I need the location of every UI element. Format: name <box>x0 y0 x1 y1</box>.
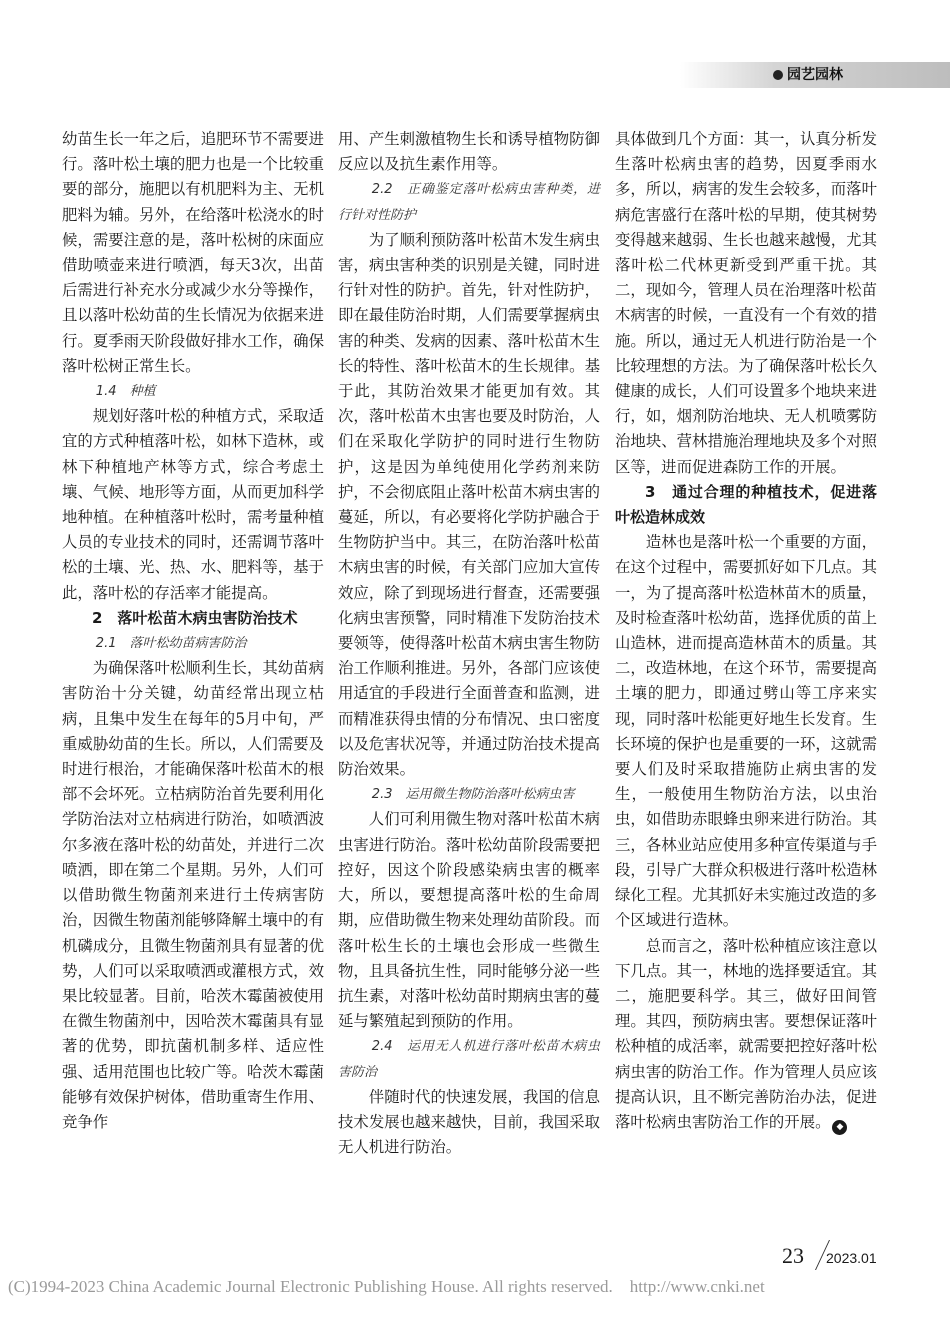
paragraph-conclusion <box>615 934 877 1136</box>
flower-icon <box>773 70 783 80</box>
subheading-2-4: 2.4 运用无人机进行落叶松苗木病虫害防治 <box>338 1039 600 1080</box>
issue-date: 2023.01 <box>826 1250 877 1266</box>
section-label: 园艺园林 <box>787 67 843 83</box>
paragraph: 为了顺利预防落叶松苗木发生病虫害，病虫害种类的识别是关键，同时进行针对性的防护。首先，针对性防护，即在最佳防治时期，人们需要掌握病虫害的种类、发病的因素、落叶松苗木生长的特性、落叶松苗木的生长规律。基于此，其防治效果才能更加有效。其次，落叶松苗木虫害也要及时防治，人们在采取化学防护的同时进行生物防护，这是因为单纯使用化学药剂来防护，不会彻底阻止落叶松苗木病虫害的蔓延，所以，有必要将化学防护融合于生物防护当中。其三，在防治落叶松苗木病虫害的时候，有关部门应加大宣传效应，除了到现场进行督查，还需要强化病虫害预警，同时精准下发防治技术要领等，使得落叶松苗木病虫害生物防治工作顺利推进。另外，各部门应该使用适宜的手段进行全面普查和监测，进而精准获得虫情的分布情况、虫口密度以及危害状况等，并通过防治技术提高防治效果。 <box>338 230 600 779</box>
section-heading-2: 2 落叶松苗木病虫害防治技术 <box>92 608 298 627</box>
conclusion-text: 总而言之，落叶松种植应该注意以下几点。其一，林地的选择要适宜。其二，施肥要科学。其三，做好田间管理。其四，预防病虫害。要想保证落叶松种植的成活率，就需要把控好落叶松病虫害的防治工作。作为管理人员应该提高认识，且不断完善防治办法，促进落叶松病虫害防治工作的开展。 <box>615 936 877 1131</box>
column-1 <box>62 127 324 1135</box>
column-3 <box>615 127 877 1135</box>
section-header <box>773 62 843 88</box>
paragraph: 幼苗生长一年之后，追肥环节不需要进行。落叶松土壤的肥力也是一个比较重要的部分，施肥以有机肥料为主、无机肥料为辅。另外，在给落叶松浇水的时候，需要注意的是，落叶松树的床面应借助喷壶来进行喷洒，每天3次，出苗后需进行补充水分或减少水分等操作，且以落叶松幼苗的生长情况为依据来进行。夏季雨天阶段做好排水工作，确保落叶松树正常生长。 <box>62 130 324 375</box>
subheading-2-2: 2.2 正确鉴定落叶松病虫害种类，进行针对性防护 <box>338 182 600 223</box>
column-2 <box>338 127 600 1160</box>
subheading-2-1: 2.1 落叶松幼苗病害防治 <box>95 636 247 652</box>
paragraph: 具体做到几个方面：其一，认真分析发生落叶松病虫害的趋势，因夏季雨水多，所以，病害的发生会较多，而落叶病危害盛行在落叶松的早期，使其树势变得越来越弱、生长也越来越慢，尤其落叶松二代林更新受到严重干扰。其二，现如今，管理人员在治理落叶松苗木病害的时候，一直没有一个有效的措施。所以，通过无人机进行防治是一个比较理想的方法。为了确保落叶松长久健康的成长，人们可设置多个地块来进行，如，烟剂防治地块、无人机喷雾防治地块、营林措施治理地块及多个对照区等，进而促进森防工作的开展。 <box>615 130 877 476</box>
paragraph: 为确保落叶松顺利生长，其幼苗病害防治十分关键，幼苗经常出现立枯病，且集中发生在每年的5月中旬，严重威胁幼苗的生长。所以，人们需要及时进行根治，才能确保落叶松苗木的根部不会坏死。立枯病防治首先要利用化学防治法对立枯病进行防治，如喷洒波尔多液在落叶松的幼苗处，并进行二次喷洒，即在第二个星期。另外，人们可以借助微生物菌剂来进行土传病害防治，因微生物菌剂能够降解土壤中的有机磷成分，且微生物菌剂具有显著的优势，人们可以采取喷洒或灌根方式，效果比较显著。目前，哈茨木霉菌被使用在微生物菌剂中，因哈茨木霉菌具有显著的优势，即抗菌机制多样、适应性强、适用范围也比较广等。哈茨木霉菌能够有效保护树体，借助重寄生作用、竞争作 <box>62 659 324 1131</box>
copyright-line: (C)1994-2023 China Academic Journal Electronic Publishing House. All rights reserved. http://www.cnki.net <box>8 1277 765 1296</box>
end-mark-icon: ◆ <box>832 1120 847 1135</box>
section-heading-3: 3 通过合理的种植技术，促进落叶松造林成效 <box>615 482 877 527</box>
subheading-1-4: 1.4 种植 <box>95 384 156 400</box>
subheading-2-3: 2.3 运用微生物防治落叶松病虫害 <box>371 787 575 803</box>
paragraph: 造林也是落叶松一个重要的方面，在这个过程中，需要抓好如下几点。其一，为了提高落叶松造林苗木的质量，及时检查落叶松幼苗，选择优质的苗上山造林，进而提高造林苗木的质量。其二，改造林地，在这个环节，需要提高土壤的肥力，即通过劈山等工序来实现，同时落叶松能更好地生长发育。生长环境的保护也是重要的一环，这就需要人们及时采取措施防止病虫害的发生，一般使用生物防治方法，以虫治虫，如借助赤眼蜂虫卵来进行防治。其三，各林业站应使用多种宣传渠道与手段，引导广大群众积极进行落叶松造林绿化工程。尤其抓好未实施过改造的多个区域进行造林。 <box>615 533 877 930</box>
paragraph: 伴随时代的快速发展，我国的信息技术发展也越来越快，目前，我国采取无人机进行防治。 <box>338 1087 600 1157</box>
paragraph: 规划好落叶松的种植方式，采取适宜的方式种植落叶松，如林下造林，或林下种植地产林等方式，综合考虑土壤、气候、地形等方面，从而更加科学地种植。在种植落叶松时，需考量种植人员的专业技术的同时，还需调节落叶松的土壤、光、热、水、肥料等，基于此，落叶松的存活率才能提高。 <box>62 407 324 602</box>
paragraph: 人们可利用微生物对落叶松苗木病虫害进行防治。落叶松幼苗阶段需要把控好，因这个阶段感染病虫害的概率大，所以，要想提高落叶松的生命周期，应借助微生物来处理幼苗阶段。而落叶松生长的土壤也会形成一些微生物，且具备抗生性，同时能够分泌一些抗生素，对落叶松幼苗时期病虫害的蔓延与繁殖起到预防的作用。 <box>338 810 600 1031</box>
paragraph: 用、产生刺激植物生长和诱导植物防御反应以及抗生素作用等。 <box>338 130 600 174</box>
page-number: 23 <box>782 1243 804 1268</box>
